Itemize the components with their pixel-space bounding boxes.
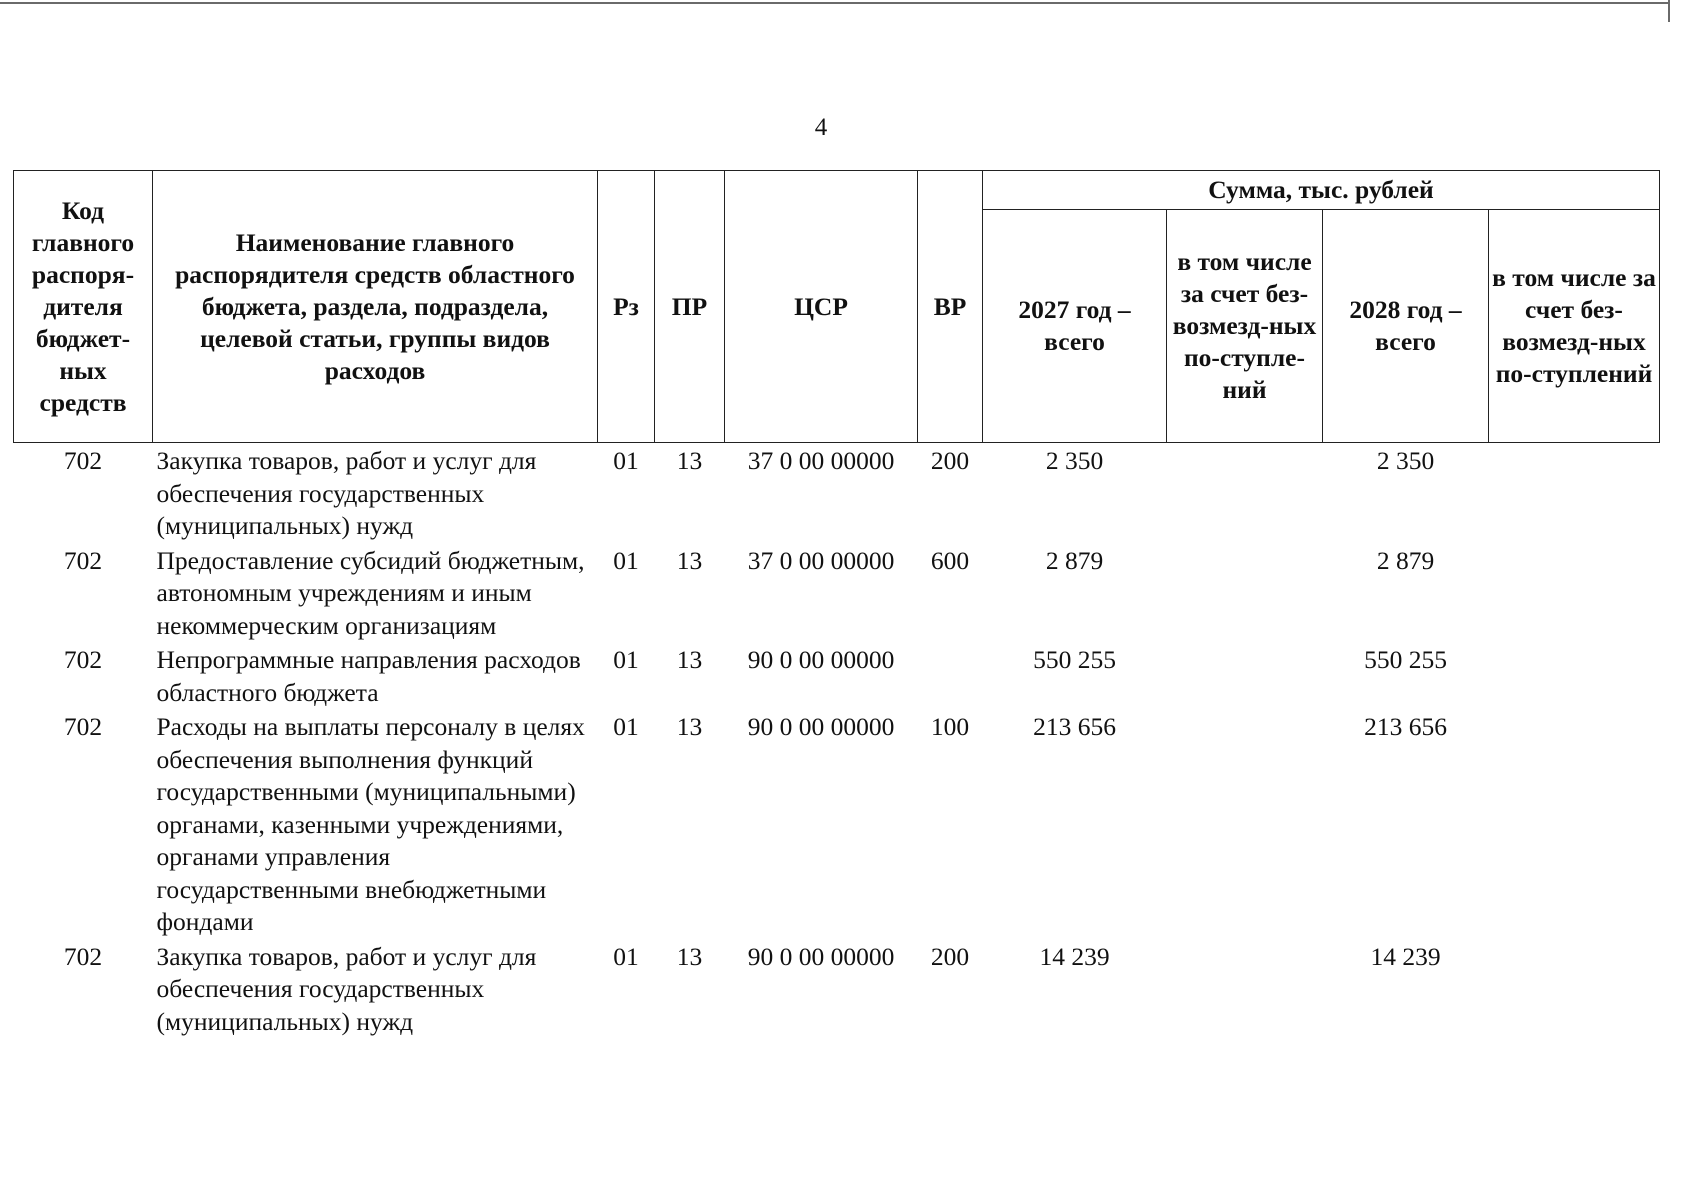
header-sum-group: Сумма, тыс. рублей [983, 171, 1660, 210]
cell-name: Расходы на выплаты персоналу в целях обеспечения выполнения функций государственными (муниципальными) органами, казенными учреждениями, органами управления государственными внебюджетными фондами [156, 712, 585, 936]
cell-vr [918, 642, 983, 709]
cell-csr: 37 0 00 00000 [747, 446, 895, 475]
table-row [14, 443, 1660, 543]
header-pr: ПР [655, 171, 725, 443]
table-row [14, 543, 1660, 643]
cell-2027-grants [1167, 642, 1323, 709]
cell-pr: 13 [676, 446, 703, 475]
header-vr: ВР [918, 171, 983, 443]
header-2028-total: 2028 год – всего [1323, 210, 1489, 443]
cell-2027-grants [1167, 709, 1323, 939]
cell-2028-total: 2 350 [1376, 446, 1435, 475]
cell-csr: 90 0 00 00000 [747, 712, 895, 741]
cell-vr: 200 [930, 941, 970, 971]
cell-code: 702 [63, 941, 103, 971]
cell-pr: 13 [676, 645, 703, 674]
header-2027-grants: в том числе за счет без-возмезд-ных по-ступле-ний [1167, 210, 1323, 443]
cell-2027-total: 2 879 [1045, 545, 1104, 575]
cell-rz: 01 [613, 446, 639, 475]
cell-csr: 90 0 00 00000 [747, 645, 895, 674]
cell-name: Непрограммные направления расходов областного бюджета [156, 645, 581, 707]
cell-name: Закупка товаров, работ и услуг для обеспечения государственных (муниципальных) нужд [156, 446, 537, 540]
scan-border-top [0, 2, 1670, 4]
cell-pr: 13 [676, 545, 703, 575]
cell-csr: 90 0 00 00000 [747, 941, 895, 971]
table-row [14, 709, 1660, 939]
cell-2028-grants [1489, 939, 1660, 1039]
cell-2027-total: 550 255 [1033, 645, 1116, 674]
cell-pr: 13 [676, 712, 703, 741]
cell-vr: 100 [930, 712, 970, 741]
cell-vr: 600 [930, 545, 970, 575]
cell-code: 702 [63, 446, 103, 475]
cell-code: 702 [63, 712, 103, 741]
cell-pr: 13 [676, 941, 703, 971]
cell-code: 702 [63, 645, 103, 674]
header-name: Наименование главного распорядителя средств областного бюджета, раздела, подраздела, целевой статьи, группы видов расходов [153, 171, 598, 443]
cell-2028-total: 213 656 [1364, 712, 1447, 741]
cell-2028-total: 550 255 [1364, 645, 1447, 674]
cell-2027-total: 2 350 [1045, 446, 1104, 475]
header-2027-total: 2027 год – всего [983, 210, 1167, 443]
cell-2028-grants [1489, 709, 1660, 939]
cell-2027-total: 213 656 [1033, 712, 1116, 741]
cell-vr: 200 [930, 446, 970, 475]
header-code: Код главного распоря-дителя бюджет-ных средств [14, 171, 153, 443]
cell-rz: 01 [613, 941, 639, 971]
cell-2027-grants [1167, 543, 1323, 643]
cell-rz: 01 [613, 545, 639, 575]
table-header [14, 171, 1660, 443]
cell-2028-grants [1489, 543, 1660, 643]
cell-name: Закупка товаров, работ и услуг для обеспечения государственных (муниципальных) нужд [156, 941, 537, 1036]
header-csr: ЦСР [725, 171, 918, 443]
page-number: 4 [814, 114, 828, 141]
cell-csr: 37 0 00 00000 [747, 545, 895, 575]
cell-2027-total: 14 239 [1039, 941, 1110, 971]
cell-rz: 01 [613, 712, 639, 741]
cell-name: Предоставление субсидий бюджетным, автономным учреждениям и иным некоммерческим организациям [156, 545, 585, 640]
budget-table [13, 170, 1660, 1038]
cell-2028-total: 2 879 [1376, 545, 1435, 575]
cell-rz: 01 [613, 645, 639, 674]
cell-2028-grants [1489, 642, 1660, 709]
cell-2027-grants [1167, 939, 1323, 1039]
table-body [14, 443, 1660, 1039]
cell-2027-grants [1167, 443, 1323, 543]
cell-code: 702 [63, 545, 103, 575]
scan-border-right [1668, 0, 1670, 22]
table-row [14, 642, 1660, 709]
cell-2028-grants [1489, 443, 1660, 543]
table-row [14, 939, 1660, 1039]
header-2028-grants: в том числе за счет без-возмезд-ных по-ступлений [1489, 210, 1660, 443]
header-rz: Рз [598, 171, 655, 443]
cell-2028-total: 14 239 [1370, 941, 1441, 971]
